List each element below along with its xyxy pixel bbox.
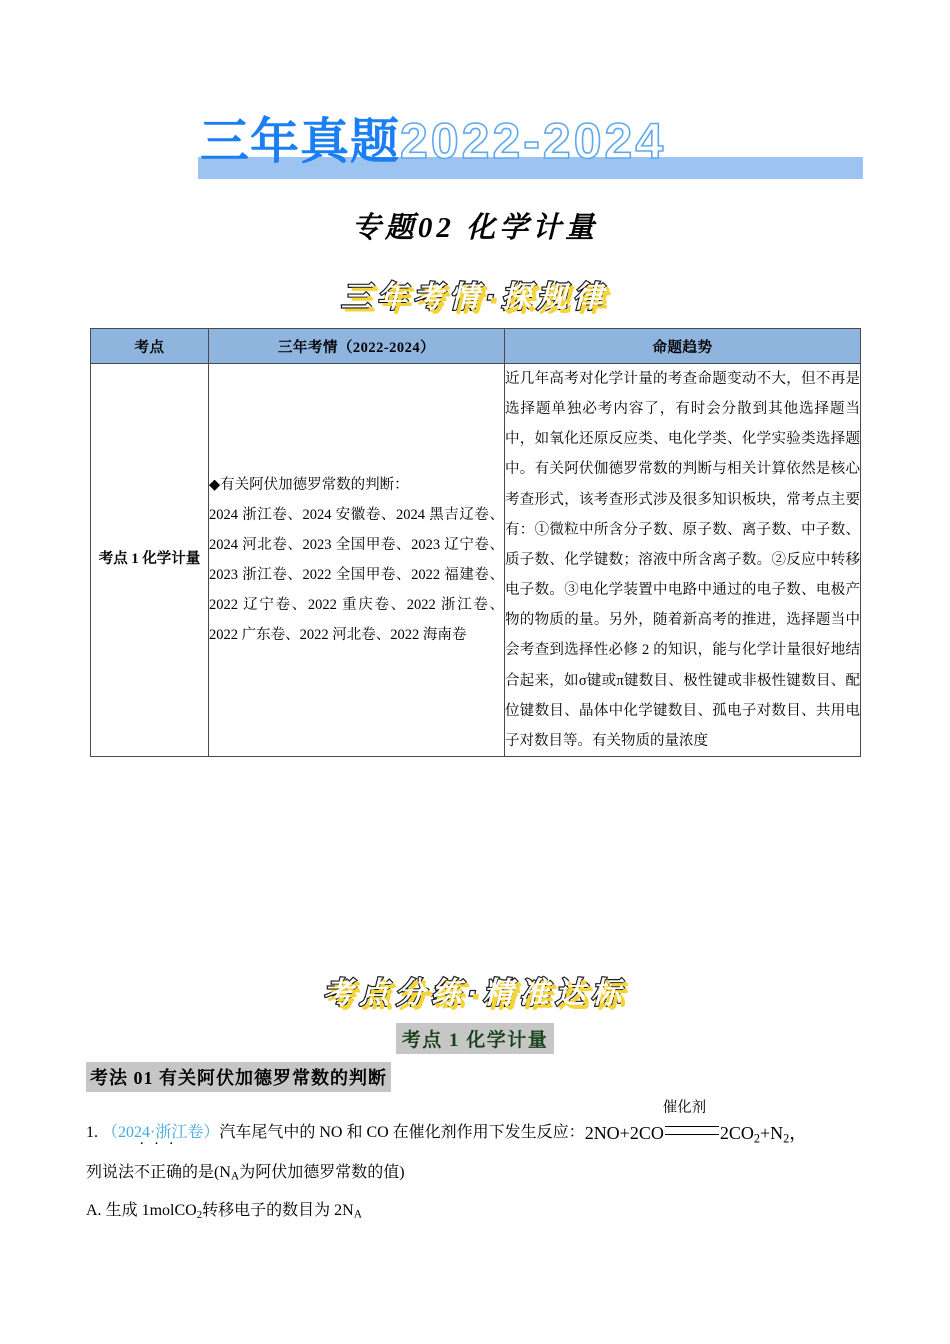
- option-a: [86, 1192, 886, 1230]
- question-stem: 汽车尾气中的 NO 和 CO 在催化剂作用下发生反应：: [219, 1123, 585, 1141]
- exams-list: 2024 浙江卷、2024 安徽卷、2024 黑吉辽卷、2024 河北卷、2023 全国甲卷、2023 辽宁卷、2023 浙江卷、2022 全国甲卷、2022 福建卷、2022 辽宁卷、2022 重庆卷、2022 浙江卷、2022 广东卷、2022 河北卷、2022 海南卷: [209, 506, 504, 644]
- option-a-label: A.: [86, 1201, 102, 1219]
- exam-trends-table: [90, 328, 861, 757]
- top-banner: [90, 112, 860, 192]
- table-header-point: 考点: [91, 329, 209, 364]
- na-subscript: A: [230, 1170, 240, 1183]
- table-cell-point: 考点 1 化学计量: [91, 364, 209, 757]
- option-a-text-1: 生成 1molCO: [105, 1201, 197, 1219]
- option-a-text-2: 转移电子的数目为 2N: [202, 1201, 354, 1219]
- equation-right-1: 2CO: [719, 1123, 754, 1143]
- question-number: 1.: [86, 1123, 98, 1141]
- banner-title-years: 2022-2024: [400, 113, 667, 169]
- page-title: 专题02 化学计量: [351, 212, 599, 244]
- equation-trailing: ，: [789, 1123, 808, 1143]
- question-line-2: [86, 1154, 886, 1192]
- kaofa-chip: 考法 01 有关阿伏加德罗常数的判断: [86, 1062, 391, 1092]
- catalyst-label: 催化剂: [662, 1100, 707, 1116]
- banner-title-chinese: 三年真题: [200, 115, 401, 169]
- question-line-1: [86, 1100, 886, 1154]
- option-a-sub-2: A: [353, 1208, 363, 1221]
- table-row: [91, 364, 861, 757]
- question-source: （2024·浙江卷）: [102, 1123, 220, 1141]
- equation-right-2-sub: 2: [783, 1131, 790, 1146]
- chemical-equation: [584, 1100, 808, 1154]
- equation-right-1-sub: 2: [753, 1131, 760, 1146]
- banner-title: [200, 113, 667, 169]
- exams-heading: ◆有关阿伏加德罗常数的判断：: [209, 476, 409, 493]
- question-line2-suffix: 为阿伏加德罗常数的值): [239, 1164, 405, 1182]
- kaofa-heading-row: [86, 1062, 391, 1092]
- equation-left: 2NO+2CO: [584, 1123, 664, 1143]
- table-cell-exams: [209, 364, 505, 757]
- equilibrium-double-bar-icon: [665, 1126, 719, 1135]
- question-line2-prefix: 列说法: [86, 1164, 135, 1182]
- table-cell-trend: [505, 364, 861, 757]
- emphasis-buzhengque: · · · 不正确: [134, 1154, 182, 1192]
- equation-right-plus: +N: [759, 1123, 784, 1143]
- table-header-row: [91, 329, 861, 364]
- kaodian-chip: 考点 1 化学计量: [396, 1023, 555, 1054]
- table-header-exams: 三年考情（2022-2024）: [209, 329, 505, 364]
- section-banner-practice: 考点分练·精准达标: [323, 977, 627, 1010]
- trend-paragraph: 近几年高考对化学计量的考查命题变动不大，但不再是选择题单独必考内容了，有时会分散到其他选择题当中，如氧化还原反应类、电化学类、化学实验类选择题中。有关阿伏伽德罗常数的判断与相关计算依然是核心考查形式，该考查形式涉及很多知识板块，常考点主要有：①微粒中所含分子数、原子数、离子数、中子数、质子数、化学键数；溶液中所含离子数。②反应中转移电子数。③电化学装置中电路中通过的电子数、电极产物的物质的量。另外，随着新高考的推进，选择题当中会考查到选择性必修 2 的知识，能与化学计量很好地结合起来，如σ键或π键数目、极性键或非极性键数目、配位键数目、晶体中化学键数目、孤电子对数目、共用电子对数目等。有关物质的量浓度: [505, 371, 860, 749]
- question-block: [86, 1100, 886, 1229]
- question-line2-mid: 的是(N: [182, 1164, 231, 1182]
- option-a-sub-1: 2: [196, 1208, 203, 1221]
- table-header-trend: 命题趋势: [505, 329, 861, 364]
- kaodian-heading-row: [0, 1023, 950, 1054]
- section-banner-exam-trends: 三年考情·探规律: [341, 281, 609, 314]
